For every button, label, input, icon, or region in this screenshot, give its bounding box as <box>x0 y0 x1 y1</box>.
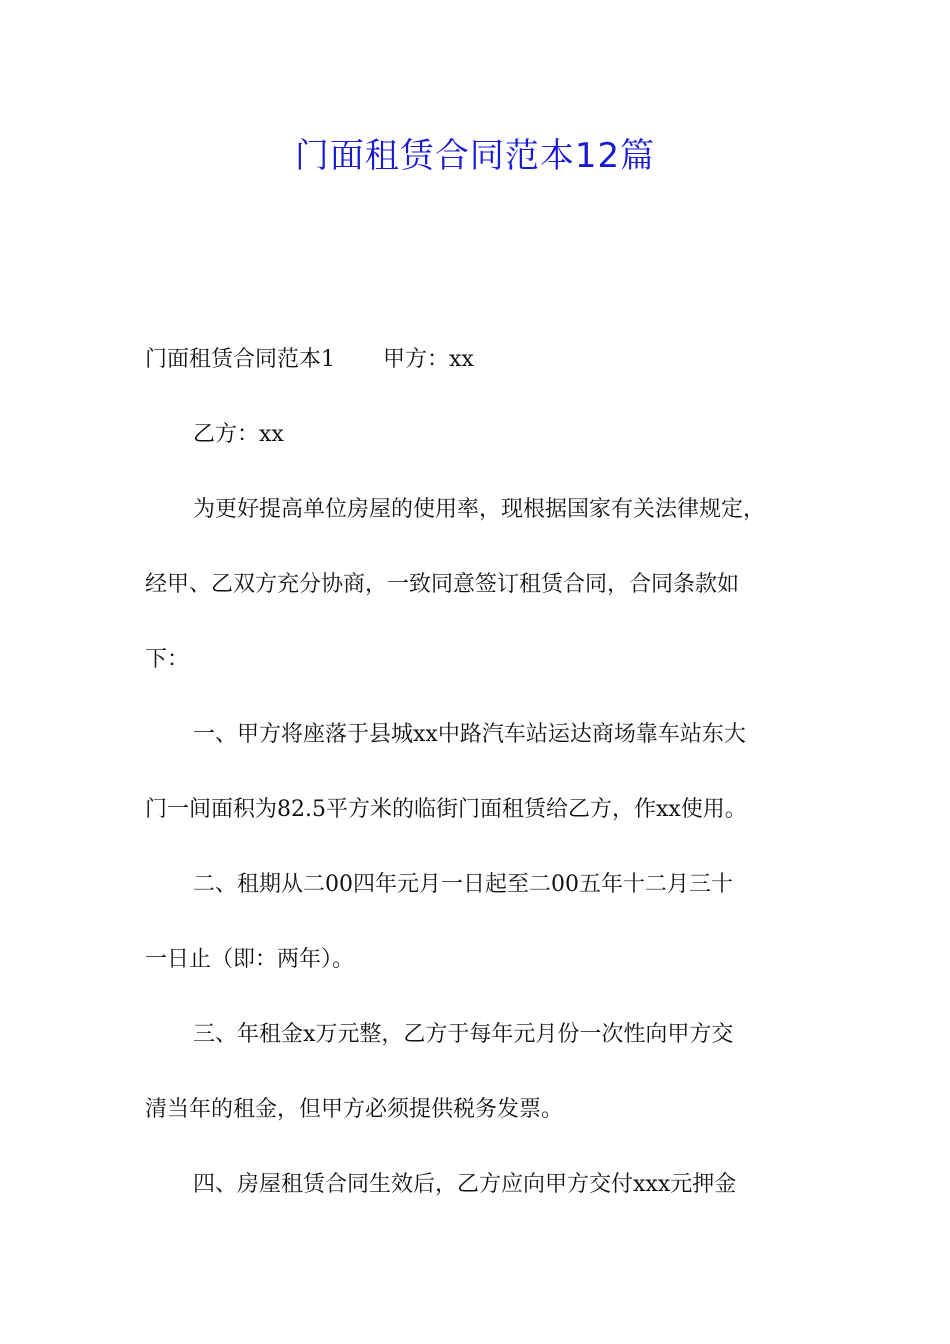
paragraph-line: 经甲、乙双方充分协商，一致同意签订租赁合同，合同条款如 <box>145 572 740 597</box>
paragraph-line: 二、租期从二00四年元月一日起至二00五年十二月三十 <box>193 872 733 897</box>
paragraph-line: 门一间面积为82.5平方米的临街门面租赁给乙方，作xx使用。 <box>145 797 747 822</box>
paragraph-line: 为更好提高单位房屋的使用率，现根据国家有关法律规定， <box>193 497 766 522</box>
document-title: 门面租赁合同范本12篇 <box>294 136 656 176</box>
section-heading: 门面租赁合同范本1 <box>145 347 335 372</box>
paragraph-line: 一日止（即：两年）。 <box>145 947 355 972</box>
heading-line <box>145 345 825 375</box>
party-b: 乙方：xx <box>193 422 284 447</box>
paragraph-line: 一、甲方将座落于县城xx中路汽车站运达商场靠车站东大 <box>193 722 746 747</box>
paragraph-line: 下： <box>145 647 190 672</box>
party-a: 甲方：xx <box>383 347 474 372</box>
paragraph-line: 清当年的租金，但甲方必须提供税务发票。 <box>145 1097 564 1122</box>
paragraph-line: 三、年租金x万元整，乙方于每年元月份一次性向甲方交 <box>193 1022 734 1047</box>
paragraph-line: 四、房屋租赁合同生效后，乙方应向甲方交付xxx元押金 <box>193 1172 737 1197</box>
